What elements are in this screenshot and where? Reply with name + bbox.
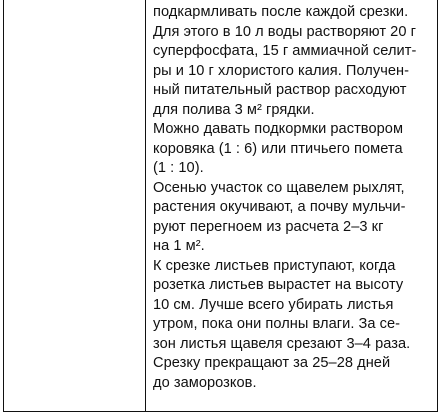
text-line: утром, пока они полны влаги. За се-: [153, 316, 401, 332]
table-cell-text: [153, 3, 435, 393]
text-line: до заморозков.: [153, 374, 257, 391]
text-line: 10 см. Лучше всего убирать листья: [153, 296, 394, 313]
text-line: ры и 10 г хлористого калия. Получен-: [153, 62, 410, 79]
text-line: растения окучивают, а почву мульчи-: [153, 199, 406, 215]
column-divider: [145, 0, 146, 412]
text-line: Можно давать подкормки раствором: [153, 121, 404, 137]
text-line: подкармливать после каждой срезки.: [153, 4, 409, 20]
text-line: К срезке листьев приступают, когда: [153, 257, 396, 274]
text-line: ный питательный раствор расходуют: [153, 82, 407, 98]
text-line: коровяка (1 : 6) или птичьего помета: [153, 140, 403, 157]
text-line: Осенью участок со щавелем рыхлят,: [153, 179, 405, 196]
text-line: зон листья щавеля срезают 3–4 раза.: [153, 335, 411, 352]
text-line: на 1 м².: [153, 238, 205, 254]
text-line: для полива 3 м² грядки.: [153, 101, 315, 118]
text-line: розетка листьев вырастет на высоту: [153, 277, 404, 293]
text-line: Срезку прекращают за 25–28 дней: [153, 355, 391, 371]
text-line: руют перегноем из расчета 2–3 кг: [153, 218, 384, 235]
text-line: суперфосфата, 15 г аммиачной селит-: [153, 43, 417, 59]
text-line: Для этого в 10 л воды растворяют 20 г: [153, 23, 416, 40]
text-line: (1 : 10).: [153, 160, 204, 176]
